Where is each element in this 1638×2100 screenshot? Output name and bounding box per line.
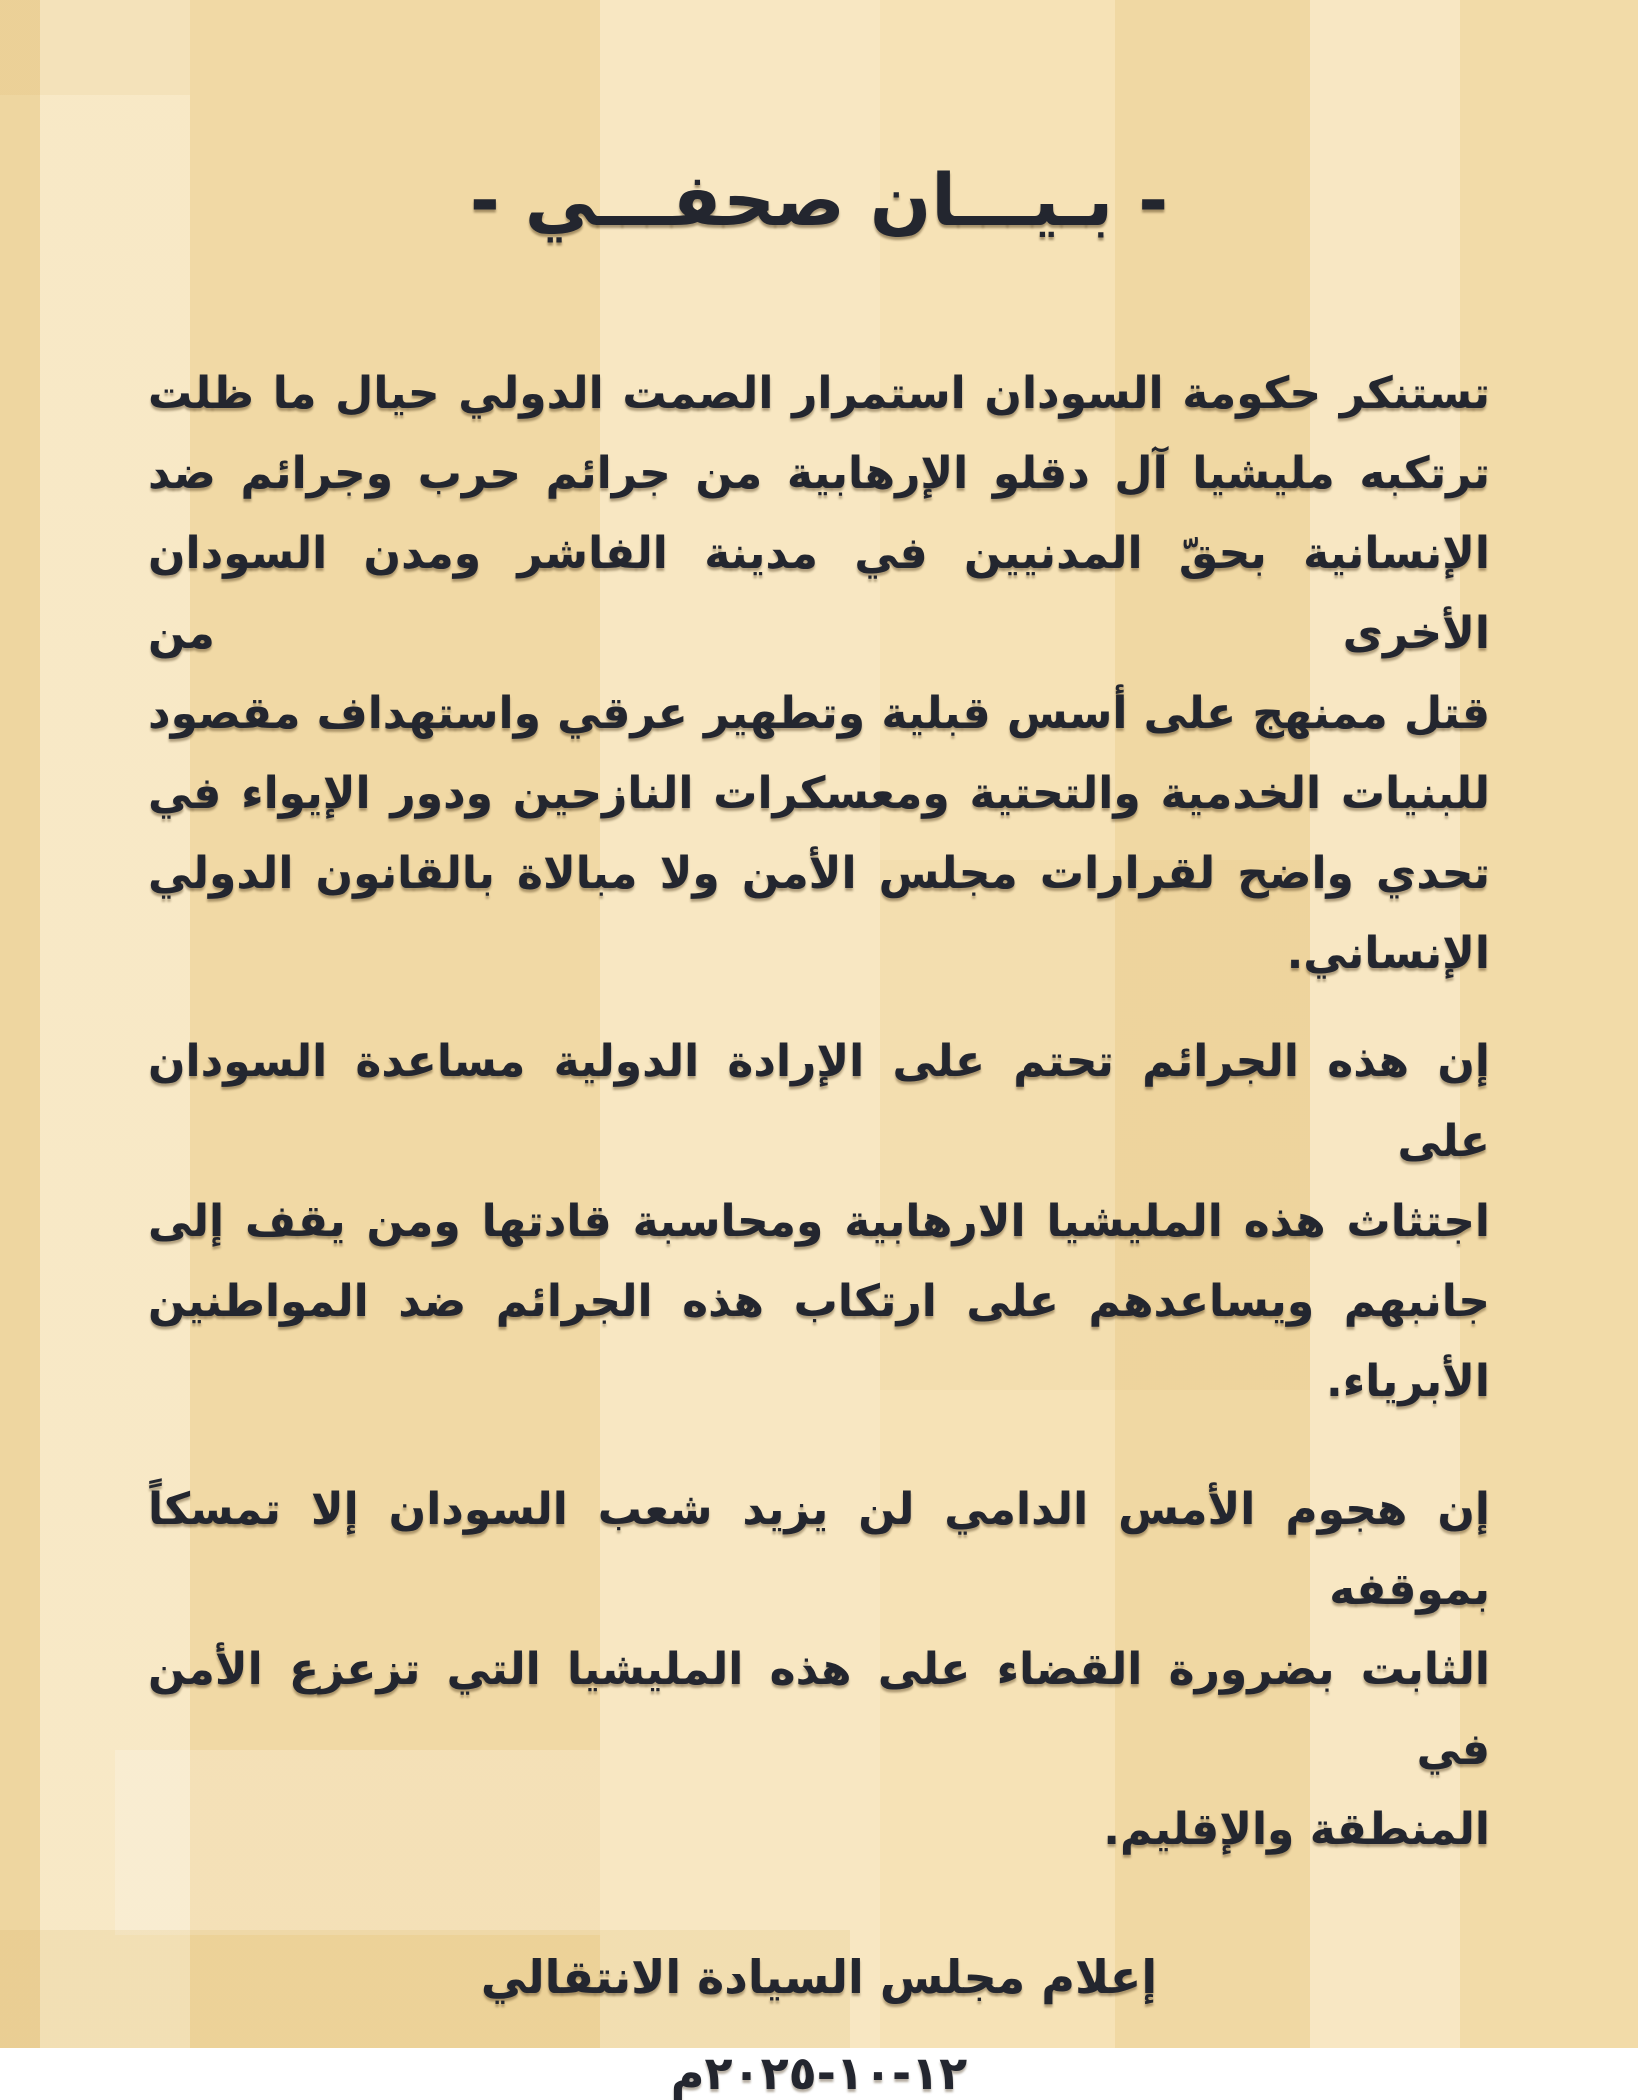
statement-line: إن هجوم الأمس الدامي لن يزيد شعب السودان إلا تمسكاً بموقفه — [148, 1484, 1490, 1615]
statement-line: تحدي واضح لقرارات مجلس الأمن ولا مبالاة بالقانون الدولي — [148, 848, 1490, 899]
statement-body — [148, 354, 1490, 1870]
statement-line: قتل ممنهج على أسس قبلية وتطهير عرقي واستهداف مقصود — [148, 688, 1490, 739]
issuer-line: إعلام مجلس السيادة الانتقالي — [480, 1950, 1158, 2004]
statement-footer — [0, 1950, 1638, 2100]
statement-line: ترتكبه مليشيا آل دقلو الإرهابية من جرائم حرب وجرائم ضد — [148, 448, 1490, 499]
statement-line: المنطقة والإقليم. — [1103, 1804, 1490, 1855]
statement-line: إن هذه الجرائم تحتم على الإرادة الدولية مساعدة السودان على — [148, 1036, 1490, 1167]
statement-line: الأبرياء. — [1326, 1356, 1490, 1407]
paragraph-2 — [148, 1022, 1490, 1422]
paragraph-3 — [148, 1470, 1490, 1870]
statement-line: للبنيات الخدمية والتحتية ومعسكرات النازحين ودور الإيواء في — [148, 768, 1490, 819]
date-line: ١٢-١٠-٢٠٢٥م — [670, 2046, 968, 2100]
statement-line: اجتثاث هذه المليشيا الارهابية ومحاسبة قادتها ومن يقف إلى — [148, 1196, 1490, 1247]
statement-line: الثابت بضرورة القضاء على هذه المليشيا التي تزعزع الأمن في — [148, 1644, 1490, 1775]
statement-line: تستنكر حكومة السودان استمرار الصمت الدولي حيال ما ظلت — [148, 368, 1490, 419]
statement-line: الإنسانية بحقّ المدنيين في مدينة الفاشر ومدن السودان الأخرى من — [148, 528, 1490, 659]
statement-line: جانبهم ويساعدهم على ارتكاب هذه الجرائم ضد المواطنين — [148, 1276, 1490, 1327]
paragraph-1 — [148, 354, 1490, 994]
statement-line: الإنساني. — [1286, 928, 1490, 979]
statement-title: - بـيـــان صحفـــي - — [469, 158, 1169, 242]
